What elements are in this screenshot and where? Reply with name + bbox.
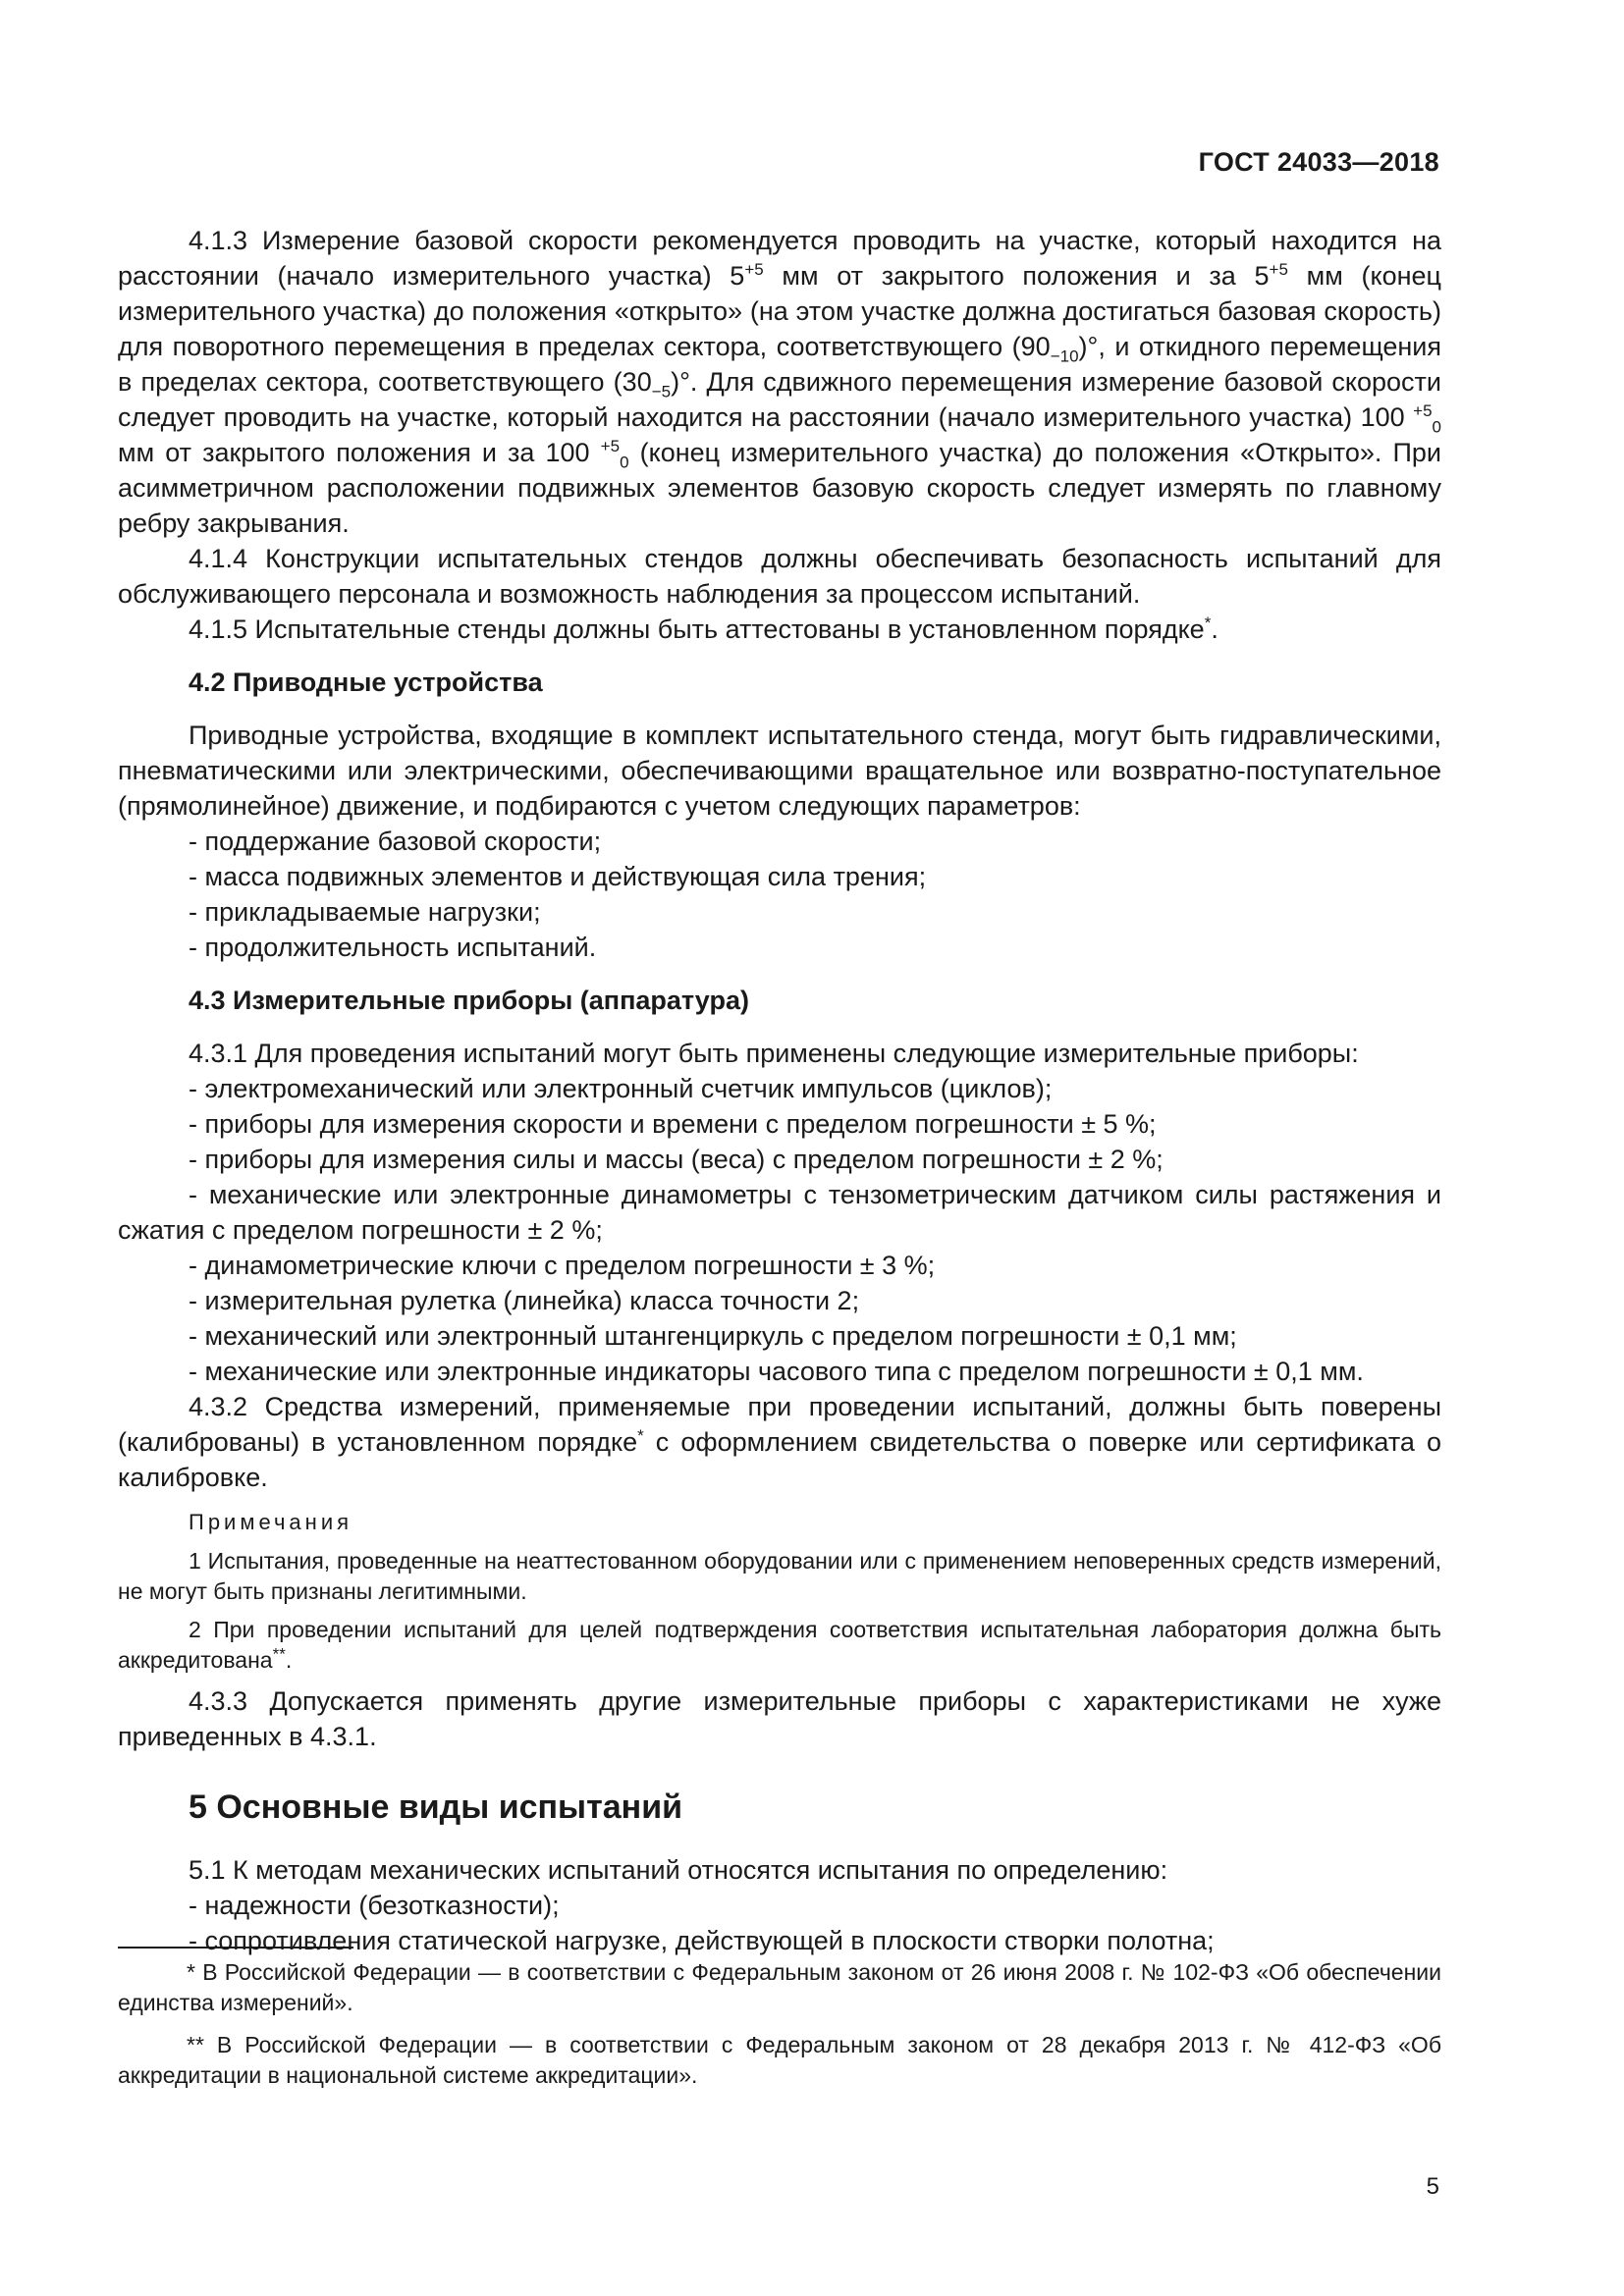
paragraph-4-1-4: 4.1.4 Конструкции испытательных стендов должны обеспечивать безопасность испытаний для обслуживающего персонала и возможность наблюдения за процессом испытаний. [118,544,1441,609]
paragraph-4-3-2: 4.3.2 Средства измерений, применяемые при проведении испытаний, должны быть поверены (калиброваны) в установленном порядке* с оформлением свидетельства о поверке или сертификата о калибровке. [118,1392,1441,1492]
paragraph-4-1-5: 4.1.5 Испытательные стенды должны быть аттестованы в установленном порядке*. [189,614,1218,644]
list-item: - надежности (безотказности); [189,1891,560,1920]
note-1: 1 Испытания, проведенные на неаттестованном оборудовании или с применением неповеренных средств измерений, не могут быть признаны легитимными. [118,1548,1441,1604]
section-heading-4-2: 4.2 Приводные устройства [189,667,543,697]
list-item: - измерительная рулетка (линейка) класса точности 2; [189,1286,860,1315]
list-item: - прикладываемые нагрузки; [189,897,541,927]
footnote-1: * В Российской Федерации — в соответствии с Федеральным законом от 26 июня 2008 г. № 102-ФЗ «Об обеспечении единства измерений». [118,1959,1441,2015]
list-item: - продолжительность испытаний. [189,933,597,962]
section-heading-4-3: 4.3 Измерительные приборы (аппаратура) [189,986,749,1015]
footnote-ref: * [1204,614,1212,632]
list-item: - электромеханический или электронный счетчик импульсов (циклов); [189,1074,1053,1103]
list-item: - динамометрические ключи с пределом погрешности ± 3 %; [189,1251,936,1280]
section-heading-5: 5 Основные виды испытаний [189,1789,682,1826]
list-item: - механические или электронные динамометры с тензометрическим датчиком силы растяжения и сжатия с пределом погрешности ± 2 %; [118,1180,1441,1245]
paragraph-4-2-intro: Приводные устройства, входящие в комплект испытательного стенда, могут быть гидравлическими, пневматическими или электрическими, обеспечивающими вращательное или возвратно-поступательное (прямолинейное) движение, и подбираются с учетом следующих параметров: [118,721,1441,821]
document-code: ГОСТ 24033—2018 [1198,147,1439,177]
footnote-ref: * [637,1426,644,1445]
list-item: - сопротивления статической нагрузке, действующей в плоскости створки полотна; [189,1926,1215,1955]
footnote-2: ** В Российской Федерации — в соответствии с Федеральным законом от 28 декабря 2013 г. № 412-ФЗ «Об аккредитации в национальной системе аккредитации». [118,2032,1441,2088]
list-item: - масса подвижных элементов и действующая сила трения; [189,862,927,891]
list-item: - поддержание базовой скорости; [189,827,602,856]
list-item: - приборы для измерения скорости и времени с пределом погрешности ± 5 %; [189,1109,1157,1139]
page-number: 5 [1426,2173,1439,2200]
footnotes [118,1957,1441,2103]
body-content [118,223,1441,1958]
footnote-ref: ** [272,1644,286,1664]
paragraph-5-1: 5.1 К методам механических испытаний относятся испытания по определению: [189,1855,1168,1885]
paragraph-4-3-3: 4.3.3 Допускается применять другие измерительные приборы с характеристиками не хуже приведенных в 4.3.1. [118,1686,1441,1751]
notes-title: Примечания [189,1510,353,1534]
list-item: - приборы для измерения силы и массы (веса) с пределом погрешности ± 2 %; [189,1145,1164,1174]
paragraph-4-1-3: 4.1.3 Измерение базовой скорости рекомендуется проводить на участке, который находится на расстоянии (начало измерительного участка) $5^{+5}$ мм от закрытого положения и за $5^{+5}$ мм (конец измерительного участка) до положения «открыто» (на этом участке должна достигаться базовая скорость) для поворотного перемещения в пределах сектора, соответствующего $(90_{-10})^\circ$, и откидного перемещения в пределах сектора, соответствующего $(30_{-5})^\circ$. Для сдвижного перемещения измерение базовой скорости следует проводить на участке, который находится на расстоянии (начало измерительного участка) 100 $^{+5}_0$ мм от закрытого положения и за 100 $^{+5}_0$ (конец измерительного участка) до положения «Открыто». При асимметричном расположении подвижных элементов базовую скорость следует измерять по главному ребру закрывания. [118,226,1442,538]
paragraph-4-3-1: 4.3.1 Для проведения испытаний могут быть применены следующие измерительные приборы: [189,1039,1359,1068]
list-item: - механические или электронные индикаторы часового типа с пределом погрешности ± 0,1 мм. [189,1357,1364,1386]
footnote-separator [118,1947,353,1949]
note-2: 2 При проведении испытаний для целей подтверждения соответствия испытательная лаборатория должна быть аккредитована**. [118,1617,1441,1673]
list-item: - механический или электронный штангенциркуль с пределом погрешности ± 0,1 мм; [189,1321,1237,1351]
